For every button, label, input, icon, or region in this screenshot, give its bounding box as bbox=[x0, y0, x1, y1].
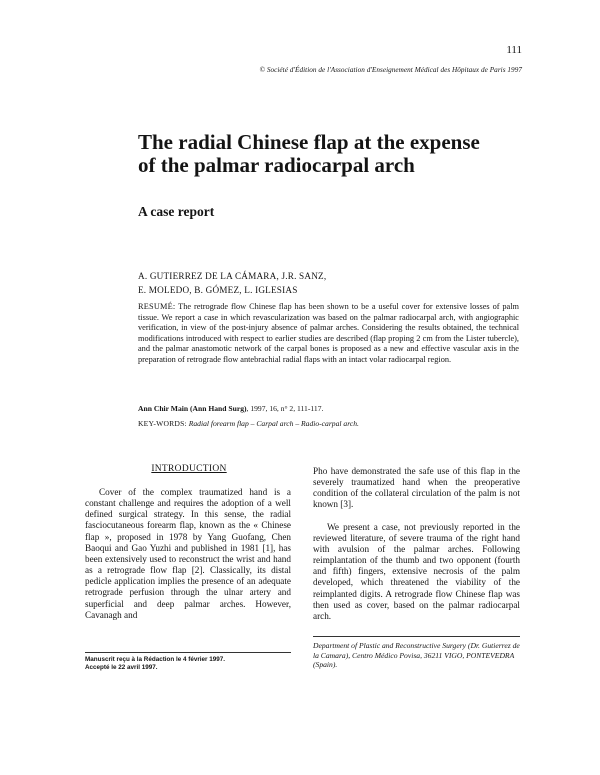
author-affiliation: Department of Plastic and Reconstructive Surgery (Dr. Gutierrez de la Camara), Centro Médico Povisa, 36211 VIGO, PONTEVEDRA (Spain). bbox=[313, 641, 520, 670]
authors-line-2: E. MOLEDO, B. GÓMEZ, L. IGLESIAS bbox=[138, 285, 298, 295]
author-list bbox=[138, 269, 518, 297]
left-column bbox=[85, 487, 291, 621]
intro-paragraph-1-continued: Pho have demonstrated the safe use of this flap in the severely traumatized hand when the preoperative condition of the collateral circulation of the palm is not known [3]. bbox=[313, 466, 520, 510]
article-title: The radial Chinese flap at the expense of the palmar radiocarpal arch bbox=[138, 130, 480, 177]
keywords-label: KEY-WORDS: bbox=[138, 419, 187, 428]
citation bbox=[138, 404, 519, 413]
article-subtitle: A case report bbox=[138, 204, 215, 219]
citation-journal: Ann Chir Main (Ann Hand Surg) bbox=[138, 404, 247, 413]
intro-paragraph-1: Cover of the complex traumatized hand is a constant challenge and requires the adoption of a well defined surgical strategy. In this sense, the radial fasciocutaneous forearm flap, known as the « Chinese flap », proposed in 1978 by Yang Guofang, Chen Baoqui and Gao Yuzhi and published in 1981 [1], has been extensively used to reconstruct the wrist and hand as a retrograde flow flap [2]. Classically, its distal pedicle application implies the presence of an adequate retrograde perfusion through the ulnar artery and superficial and deep palmar arches. However, Cavanagh and bbox=[85, 487, 291, 620]
manuscript-accepted: Accepté le 22 avril 1997. bbox=[85, 663, 158, 671]
section-heading-introduction: INTRODUCTION bbox=[151, 464, 227, 474]
citation-details: , 1997, 16, n° 2, 111-117. bbox=[246, 404, 324, 413]
footnote-divider-left bbox=[85, 652, 291, 653]
footnote-divider-right bbox=[313, 636, 520, 637]
intro-paragraph-2: We present a case, not previously reported in the reviewed literature, of severe trauma of the right hand with avulsion of the palmar arches. Following reimplantation of the thumb and two opponent (fourth and fifth) fingers, extensive necrosis of the palm developed, which threatened the viability of the reimplanted digits. A retrograde flow Chinese flap was then used as cover, based on the palmar radiocarpal arch. bbox=[313, 521, 520, 621]
page-number: 111 bbox=[506, 44, 522, 56]
manuscript-received: Manuscrit reçu à la Rédaction le 4 février 1997. bbox=[85, 656, 225, 663]
keywords-text: Radial forearm flap – Carpal arch – Radio-carpal arch. bbox=[186, 419, 359, 428]
manuscript-dates bbox=[85, 656, 291, 671]
right-column bbox=[313, 466, 520, 622]
abstract-label: RESUMÉ: bbox=[138, 302, 176, 311]
abstract-text: The retrograde flow Chinese flap has been shown to be a useful cover for extensive losses of palm tissue. We report a case in which revascularization was based on the palmar radiocarpal arch, with angiographic verification, in view of the post-injury absence of palmar arches. Considering the results obtained, the technical modifications introduced with respect to earlier studies are described (flap proping 2 cm from the Lister tubercle), and the palmar anastomotic network of the carpal bones is proposed as a new and effective vascular axis in the preparation of retrograde flow antebrachial radial flaps with an intact volar radiocarpal region. bbox=[138, 302, 519, 364]
abstract bbox=[138, 302, 519, 365]
journal-copyright-line: © Société d'Édition de l'Association d'Enseignement Médical des Hôpitaux de Paris 1997 bbox=[259, 66, 522, 74]
authors-line-1: A. GUTIERREZ DE LA CÁMARA, J.R. SANZ, bbox=[138, 271, 327, 281]
keywords bbox=[138, 419, 519, 428]
